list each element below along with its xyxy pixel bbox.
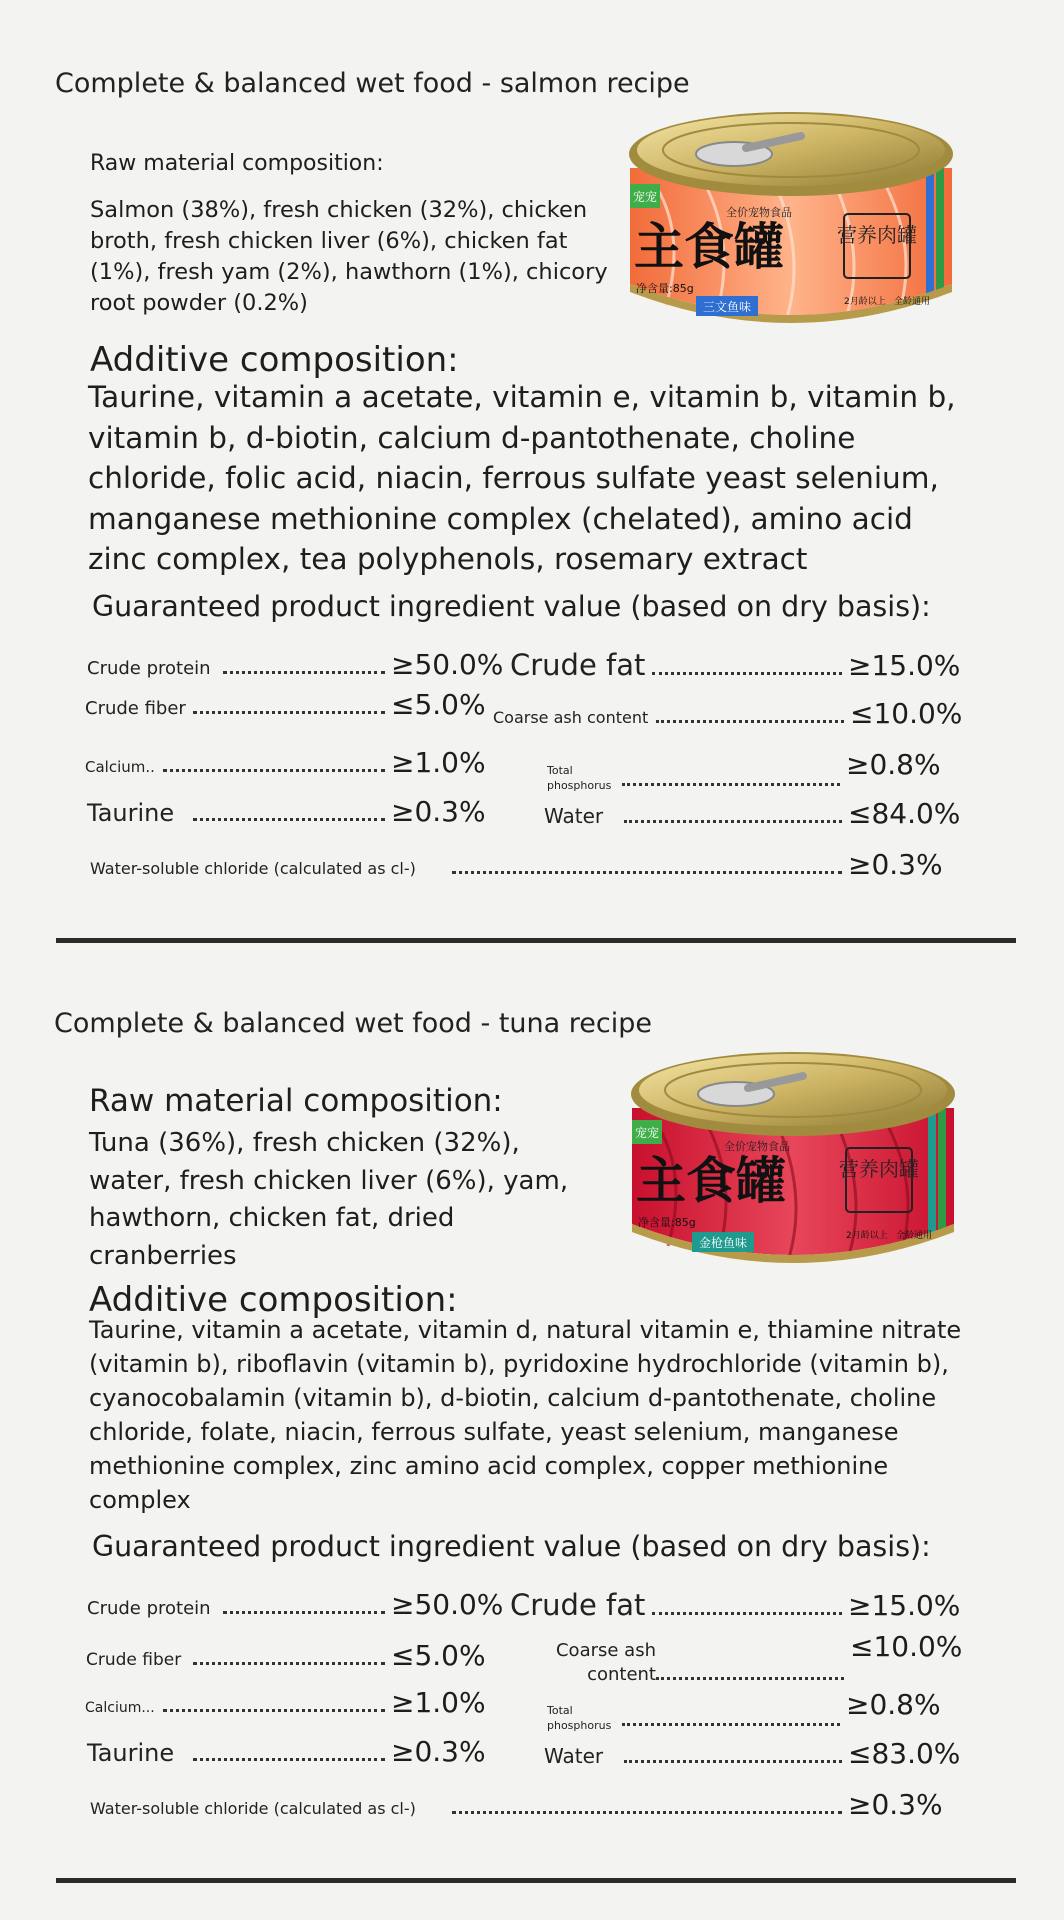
salmon-section-title: Complete & balanced wet food - salmon recipe <box>55 68 690 99</box>
dot-leader <box>652 672 842 675</box>
tuna-row-chloride <box>90 1788 943 1821</box>
nutrient-label: Calcium... <box>85 1700 155 1716</box>
nutrient-label: Total phosphorus <box>547 764 612 792</box>
nutrient-label: Water <box>544 1744 604 1768</box>
nutrient-value: ≤83.0% <box>848 1737 961 1770</box>
tuna-additive-heading: Additive composition: <box>89 1280 458 1320</box>
tuna-row-crude-protein <box>87 1588 503 1621</box>
tuna-row-phosphorus <box>547 1688 941 1733</box>
nutrient-label: Calcium.. <box>85 758 155 776</box>
salmon-stripe-blue <box>926 166 934 296</box>
tuna-seal-text: 营养肉罐 <box>839 1157 919 1181</box>
salmon-additive-heading: Additive composition: <box>90 340 459 380</box>
nutrient-label: Crude protein <box>87 1598 211 1619</box>
section-divider-2 <box>56 1878 1016 1883</box>
nutrient-value: ≥0.3% <box>848 848 943 881</box>
dot-leader <box>622 783 840 786</box>
salmon-row-calcium <box>85 746 486 779</box>
tuna-brand-text: 宠宠 <box>634 1126 660 1140</box>
tuna-section-title: Complete & balanced wet food - tuna recipe <box>54 1008 652 1039</box>
nutrient-value: ≥0.8% <box>846 1688 941 1721</box>
section-divider-1 <box>56 938 1016 943</box>
tuna-can-name: 主食罐 <box>636 1152 786 1210</box>
dot-leader <box>656 720 844 723</box>
tuna-row-crude-fat <box>510 1588 960 1622</box>
salmon-row-crude-protein <box>87 648 503 681</box>
dot-leader <box>452 871 842 874</box>
nutrient-value: ≥0.3% <box>391 1735 486 1768</box>
nutrient-label: Water-soluble chloride (calculated as cl-) <box>90 1799 416 1818</box>
salmon-raw-heading: Raw material composition: <box>90 151 384 176</box>
tuna-row-calcium <box>85 1686 486 1719</box>
nutrient-value: ≥50.0% <box>391 648 504 681</box>
salmon-row-phosphorus <box>547 748 941 793</box>
tuna-stage-text: 全龄通用 <box>896 1231 933 1241</box>
nutrient-value: ≤84.0% <box>848 797 961 830</box>
tuna-can-image <box>628 1046 958 1280</box>
salmon-raw-text: Salmon (38%), fresh chicken (32%), chicken broth, fresh chicken liver (6%), chicken fat (1%), fresh yam (2%), hawthorn (1%), chicory root powder (0.2%) <box>90 197 608 316</box>
nutrient-value: ≥15.0% <box>848 649 961 682</box>
nutrient-value: ≥1.0% <box>391 1686 486 1719</box>
salmon-age-text: 2月龄以上 <box>844 297 886 307</box>
dot-leader <box>624 820 842 823</box>
dot-leader <box>163 1709 385 1712</box>
nutrient-value: ≥0.3% <box>391 795 486 828</box>
nutrient-value: ≤10.0% <box>850 1630 963 1663</box>
tuna-additive-text: Taurine, vitamin a acetate, vitamin d, natural vitamin e, thiamine nitrate (vitamin b), riboflavin (vitamin b), pyridoxine hydrochloride (vitamin b), cyanocobalamin (vitamin b), d-biotin, calcium d-pantothenate, choline chloride, folate, niacin, ferrous sulfate, yeast selenium, manganese methionine complex, zinc amino acid complex, copper methionine complex <box>89 1316 962 1514</box>
nutrient-label: Taurine <box>87 1739 175 1767</box>
tuna-stripe-green <box>938 1106 946 1234</box>
dot-leader <box>223 1611 385 1614</box>
dot-leader <box>656 1677 844 1680</box>
tuna-row-crude-fiber <box>86 1639 486 1672</box>
nutrient-value: ≥0.8% <box>846 748 941 781</box>
tuna-stripe-teal <box>928 1106 936 1236</box>
nutrient-label: Coarse ash content <box>555 1640 656 1685</box>
nutrient-label: Total phosphorus <box>547 1704 612 1732</box>
salmon-brand-text: 宠宠 <box>632 190 658 204</box>
nutrient-label: Crude protein <box>87 658 211 679</box>
salmon-can-weight: 净含量:85g <box>636 282 694 295</box>
nutrient-value: ≤5.0% <box>391 1639 486 1672</box>
salmon-row-crude-fat <box>510 648 960 682</box>
salmon-stripe-green <box>936 166 944 294</box>
tuna-can-lid <box>639 1054 947 1126</box>
salmon-guarantee-heading: Guaranteed product ingredient value (based on dry basis): <box>92 590 931 623</box>
nutrient-label: Water <box>544 804 604 828</box>
salmon-row-chloride <box>90 848 943 881</box>
salmon-additive-text: Taurine, vitamin a acetate, vitamin e, vitamin b, vitamin b, vitamin b, d-biotin, calcium d-pantothenate, choline chloride, folic acid, niacin, ferrous sulfate yeast selenium, manganese methionine complex (chelated), amino acid zinc complex, tea polyphenols, rosemary extract <box>88 380 956 576</box>
nutrient-value: ≤10.0% <box>850 697 963 730</box>
nutrient-value: ≤5.0% <box>391 688 486 721</box>
nutrient-value: ≥1.0% <box>391 746 486 779</box>
tuna-flavor-text: 金枪鱼味 <box>698 1236 748 1250</box>
dot-leader <box>622 1723 840 1726</box>
dot-leader <box>452 1811 842 1814</box>
tuna-row-water <box>544 1737 960 1770</box>
tuna-age-text: 2月龄以上 <box>846 1231 888 1241</box>
nutrient-value: ≥0.3% <box>848 1788 943 1821</box>
nutrient-label: Water-soluble chloride (calculated as cl-) <box>90 859 416 878</box>
salmon-can-image <box>626 106 956 340</box>
nutrient-label: Crude fat <box>510 1588 646 1622</box>
tuna-row-taurine <box>87 1735 486 1768</box>
salmon-flavor-text: 三文鱼味 <box>702 300 752 314</box>
nutrient-label: Crude fiber <box>86 1650 182 1670</box>
dot-leader <box>163 769 385 772</box>
salmon-seal-text: 营养肉罐 <box>837 223 917 247</box>
nutrient-label: Crude fat <box>510 648 646 682</box>
dot-leader <box>193 1758 385 1761</box>
salmon-row-crude-fiber <box>85 688 486 721</box>
salmon-row-water <box>544 797 960 830</box>
dot-leader <box>193 711 385 714</box>
nutrient-label: Coarse ash content <box>493 708 649 727</box>
salmon-row-ash <box>493 697 962 730</box>
salmon-can-name: 主食罐 <box>634 218 784 276</box>
salmon-row-taurine <box>87 795 486 828</box>
salmon-can-lid <box>637 114 945 186</box>
salmon-stage-text: 全龄通用 <box>894 297 931 307</box>
tuna-guarantee-heading: Guaranteed product ingredient value (based on dry basis): <box>92 1530 931 1563</box>
dot-leader <box>193 818 385 821</box>
tuna-can-subtitle: 全价宠物食品 <box>724 1140 790 1153</box>
tuna-raw-heading: Raw material composition: <box>89 1083 503 1119</box>
dot-leader <box>652 1612 842 1615</box>
nutrient-label: Crude fiber <box>85 698 186 719</box>
nutrient-value: ≥50.0% <box>391 1588 504 1621</box>
salmon-can-subtitle: 全价宠物食品 <box>726 206 792 219</box>
tuna-raw-text: Tuna (36%), fresh chicken (32%), water, fresh chicken liver (6%), yam, hawthorn, chicken fat, dried cranberries <box>89 1128 569 1271</box>
tuna-can-weight: 净含量:85g <box>638 1216 696 1229</box>
tuna-row-ash <box>536 1630 962 1687</box>
dot-leader <box>624 1760 842 1763</box>
dot-leader <box>193 1662 385 1665</box>
nutrient-label: Taurine <box>87 799 175 827</box>
dot-leader <box>223 671 385 674</box>
nutrient-value: ≥15.0% <box>848 1589 961 1622</box>
